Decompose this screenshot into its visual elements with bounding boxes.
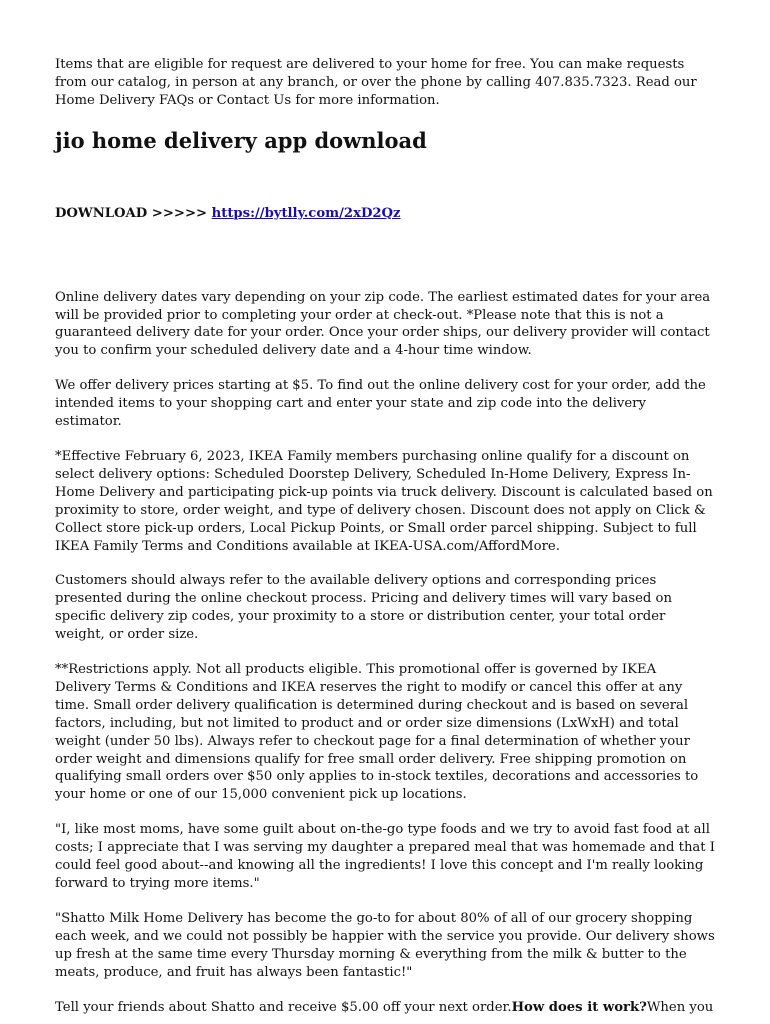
download-line [55, 205, 715, 223]
testimonial-shatto: "Shatto Milk Home Delivery has become the go-to for about 80% of all of our grocery shopping each week, and we could not possibly be happier with the service you provide. Our delivery shows up fresh at the same time every Thursday morning & everything from the milk & butter to the meats, produce, and fruit has always been fantastic!" [55, 910, 715, 980]
paragraph-delivery-dates: Online delivery dates vary depending on your zip code. The earliest estimated dates for your area will be provided prior to completing your order at check-out. *Please note that this is not a guaranteed delivery date for your order. Once your order ships, our delivery provider will contact you to confirm your scheduled delivery date and a 4-hour time window. [55, 289, 711, 359]
paragraph-ikea-family-discount: *Effective February 6, 2023, IKEA Family members purchasing online qualify for a discount on select delivery options: Scheduled Doorstep Delivery, Scheduled In-Home Delivery, Express In-Home Delivery and participating pick-up points via truck delivery. Discount is calculated based on proximity to store, order weight, and type of delivery chosen. Discount does not apply on Click & Collect store pick-up orders, Local Pickup Points, or Small order parcel shipping. Subject to full IKEA Family Terms and Conditions available at IKEA-USA.com/AffordMore. [55, 448, 713, 554]
paragraph-restrictions: **Restrictions apply. Not all products eligible. This promotional offer is governed by IKEA Delivery Terms & Conditions and IKEA reserves the right to modify or cancel this offer at any time. Small order delivery qualification is determined during checkout and is based on several factors, including, but not limited to product and or order size dimensions (LxWxH) and total weight (under 50 lbs). Always refer to checkout page for a final determination of whether your order weight and dimensions qualify for free small order delivery. Free shipping promotion on qualifying small orders over $50 only applies to in-stock textiles, decorations and accessories to your home or one of our 15,000 convenient pick up locations. [55, 662, 699, 803]
page-title: jio home delivery app download [55, 127, 427, 153]
paragraph-checkout-options: Customers should always refer to the available delivery options and corresponding prices presented during the online checkout process. Pricing and delivery times will vary based on specific delivery zip codes, your proximity to a store or distribution center, your total order weight, or order size. [55, 573, 672, 643]
testimonial-moms: "I, like most moms, have some guilt about on-the-go type foods and we try to avoid fast food at all costs; I appreciate that I was serving my daughter a prepared meal that was homemade and that I could feel good about--and knowing all the ingredients! I love this concept and I'm really looking forward to trying more items." [55, 822, 715, 891]
referral-text: Tell your friends about Shatto and receive $5.00 off your next order. [55, 999, 512, 1015]
intro-paragraph: Items that are eligible for request are delivered to your home for free. You can make requests from our catalog, in person at any branch, or over the phone by calling 407.835.7323. Read our Home Delivery FAQs or Contact Us for more information. [55, 57, 697, 108]
download-label: DOWNLOAD >>>>> [55, 205, 212, 221]
download-link[interactable]: https://bytlly.com/2xD2Qz [211, 205, 401, 221]
referral-continuation: When you [646, 999, 714, 1015]
referral-question: How does it work? [511, 999, 647, 1015]
paragraph-referral [55, 999, 715, 1017]
paragraph-delivery-prices: We offer delivery prices starting at $5. To find out the online delivery cost for your order, add the intended items to your shopping cart and enter your state and zip code into the delivery estimator. [55, 378, 706, 430]
